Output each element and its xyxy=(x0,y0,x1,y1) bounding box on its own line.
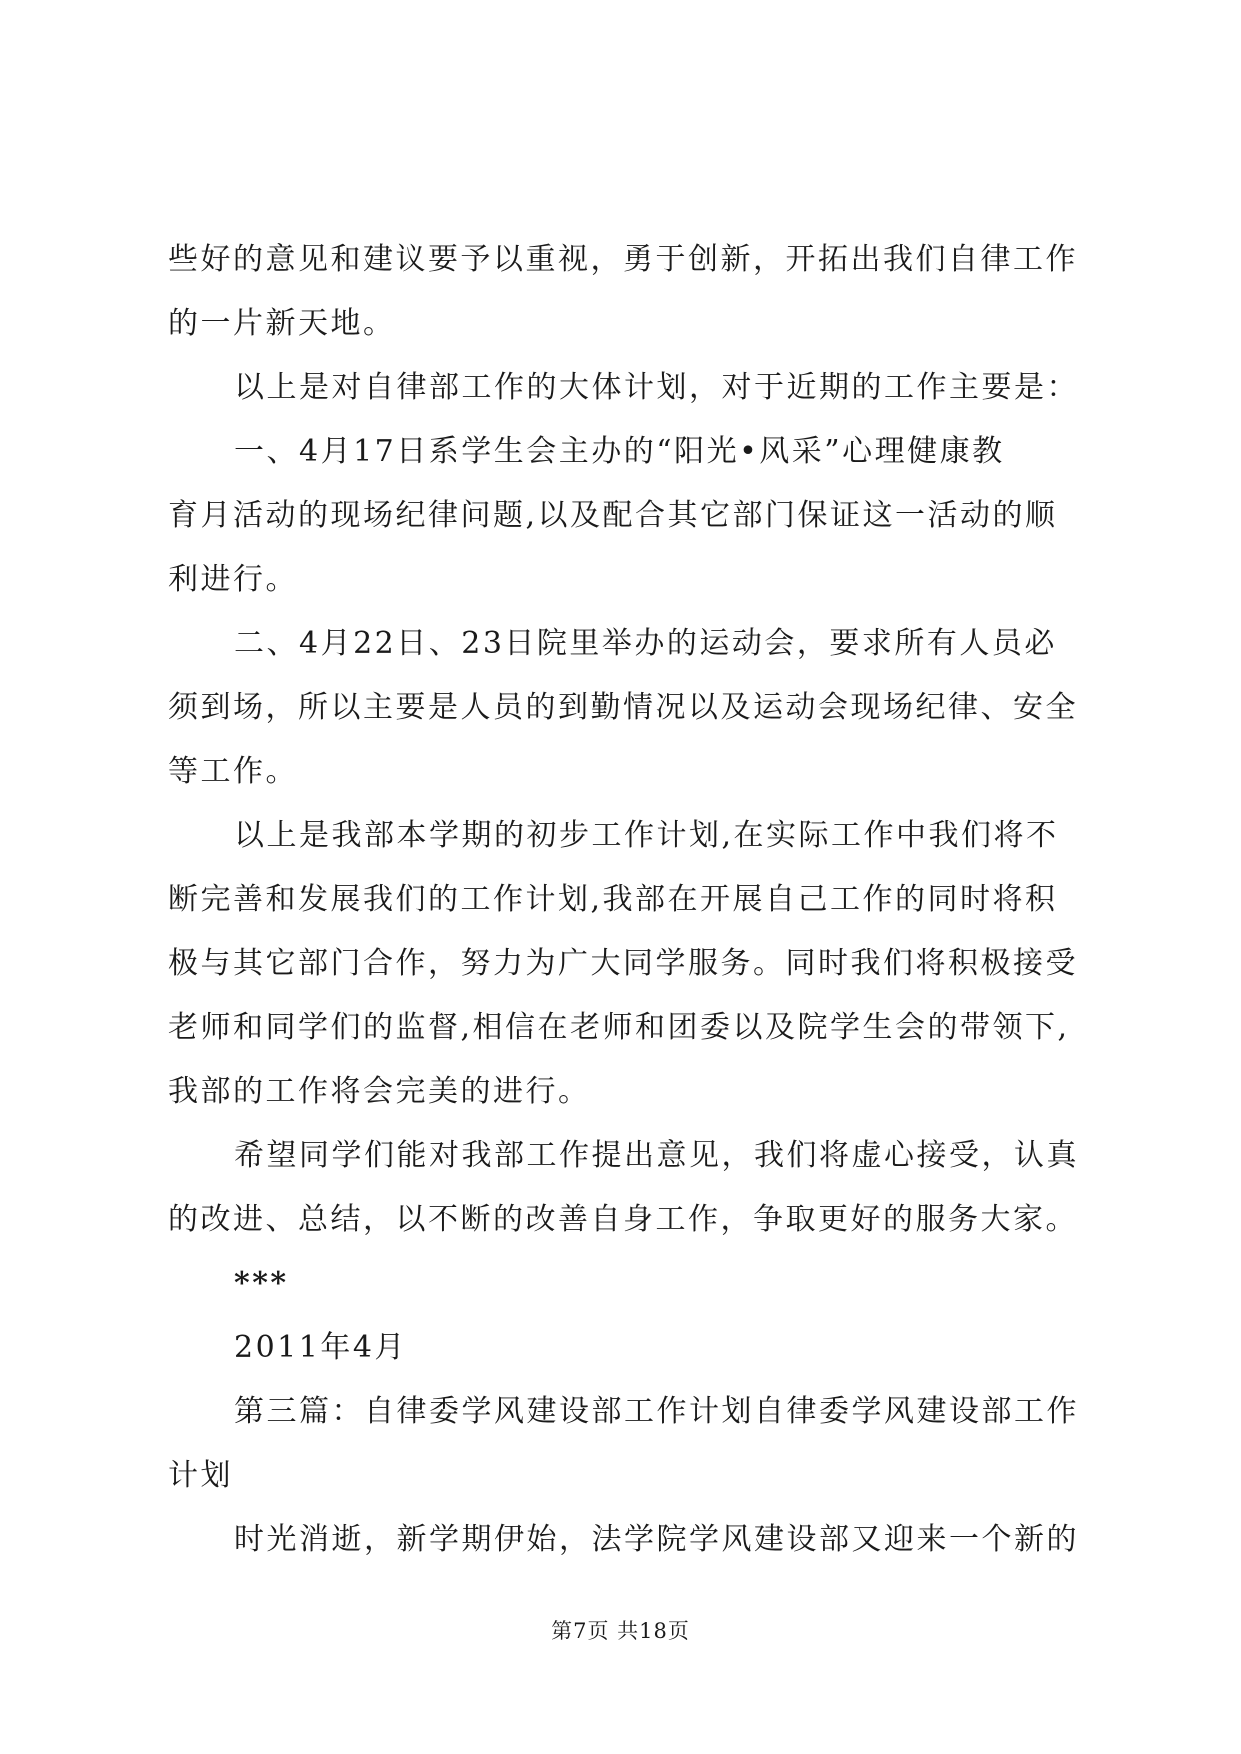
section-heading-continued: 计划 xyxy=(168,1458,233,1493)
text-line: 一、4月17日系学生会主办的“阳光•风采”心理健康教 xyxy=(234,434,1005,469)
text-line: 的一片新天地。 xyxy=(168,306,396,341)
text-line: 些好的意见和建议要予以重视，勇于创新，开拓出我们自律工作 xyxy=(168,242,1078,277)
document-body xyxy=(168,228,1079,1572)
text-line: 极与其它部门合作，努力为广大同学服务。同时我们将积极接受 xyxy=(168,946,1078,981)
separator-stars: *** xyxy=(234,1266,289,1301)
page-number-footer: 第7页 共18页 xyxy=(551,1619,690,1643)
text-line: 育月活动的现场纪律问题,以及配合其它部门保证这一活动的顺 xyxy=(168,498,1058,533)
text-line: 的改进、总结，以不断的改善自身工作，争取更好的服务大家。 xyxy=(168,1202,1078,1237)
text-line: 时光消逝，新学期伊始，法学院学风建设部又迎来一个新的 xyxy=(234,1522,1079,1557)
text-line: 利进行。 xyxy=(168,562,298,597)
text-line: 断完善和发展我们的工作计划,我部在开展自己工作的同时将积 xyxy=(168,882,1058,917)
text-line: 以上是我部本学期的初步工作计划,在实际工作中我们将不 xyxy=(234,818,1059,853)
section-heading: 第三篇：自律委学风建设部工作计划自律委学风建设部工作 xyxy=(234,1394,1079,1429)
text-line: 希望同学们能对我部工作提出意见，我们将虚心接受，认真 xyxy=(234,1138,1079,1173)
text-line: 老师和同学们的监督,相信在老师和团委以及院学生会的带领下, xyxy=(168,1010,1070,1045)
text-line: 须到场，所以主要是人员的到勤情况以及运动会现场纪律、安全 xyxy=(168,690,1078,725)
date-line: 2011年4月 xyxy=(234,1330,407,1365)
text-line: 以上是对自律部工作的大体计划，对于近期的工作主要是： xyxy=(234,370,1079,405)
text-line: 我部的工作将会完美的进行。 xyxy=(168,1074,591,1109)
text-line: 二、4月22日、23日院里举办的运动会，要求所有人员必 xyxy=(234,626,1057,661)
text-line: 等工作。 xyxy=(168,754,298,789)
